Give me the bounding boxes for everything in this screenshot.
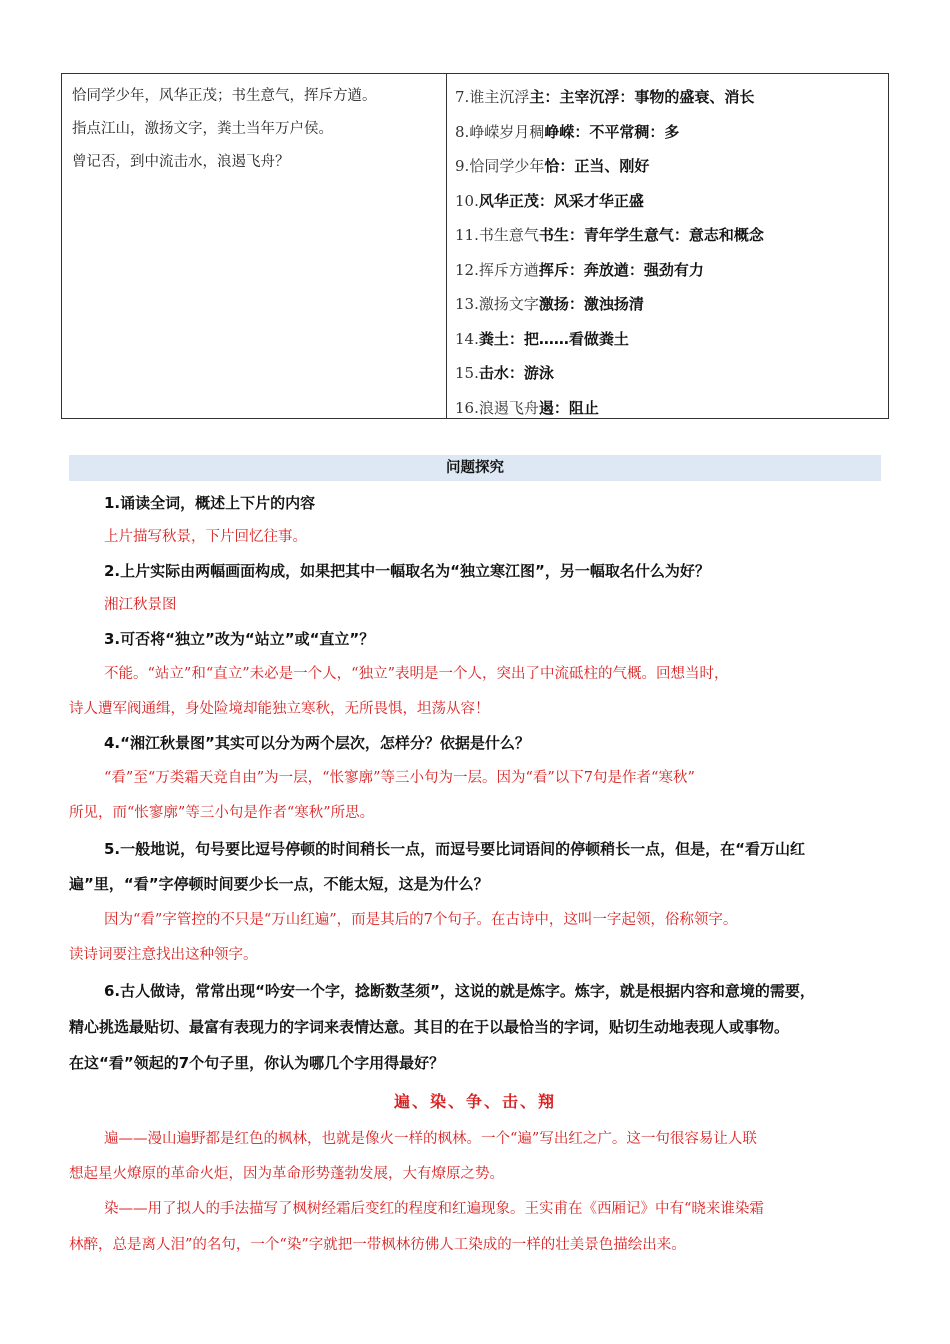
note-item xyxy=(455,149,888,184)
note-item xyxy=(455,115,888,150)
note-gloss: 风华正茂：风采才华正盛 xyxy=(478,191,644,210)
poem-line: 曾记否，到中流击水，浪遏飞舟？ xyxy=(72,154,290,170)
poem-notes-table xyxy=(61,73,889,419)
note-gloss: 遏：阻止 xyxy=(538,398,599,417)
note-item xyxy=(455,184,888,219)
section-heading: 问题探究 xyxy=(69,455,881,481)
answer-5-line: 因为“看”字管控的不只是“万山红遍”，而是其后的7个句子。在古诗中，这叫一字起领，俗称领字。 xyxy=(104,912,738,928)
question-1: 1.诵读全词，概述上下片的内容 xyxy=(104,494,316,512)
question-2: 2.上片实际由两幅画面构成，如果把其中一幅取名为“独立寒江图”，另一幅取名什么为好？ xyxy=(104,562,710,580)
note-item xyxy=(455,391,888,426)
answer-3-line: 不能。“站立”和“直立”未必是一个人，“独立”表明是一个人，突出了中流砥柱的气概。回想当时， xyxy=(104,666,729,682)
note-item xyxy=(455,253,888,288)
note-number: 10. xyxy=(455,191,479,210)
note-term: 浪遏飞舟 xyxy=(478,398,539,417)
note-item xyxy=(455,322,888,357)
note-gloss: 主：主宰沉浮：事物的盛衰、消长 xyxy=(529,88,755,106)
answer-2: 湘江秋景图 xyxy=(104,597,177,613)
note-number: 7. xyxy=(455,88,470,106)
note-number: 12. xyxy=(455,260,479,279)
answer-5-line: 读诗词要注意找出这种领字。 xyxy=(69,947,258,963)
note-gloss: 激扬：激浊扬清 xyxy=(538,295,644,313)
answer-4-line: “看”至“万类霜天竞自由”为一层，“怅寥廓”等三小句为一层。因为“看”以下7句是作者“寒秋” xyxy=(104,770,695,786)
question-3: 3.可否将“独立”改为“站立”或“直立”？ xyxy=(104,630,375,648)
answer-4-line: 所见，而“怅寥廓”等三小句是作者“寒秋”所思。 xyxy=(69,805,375,821)
note-number: 15. xyxy=(455,364,479,382)
answer-6-paragraph-line: 想起星火燎原的革命火炬，因为革命形势蓬勃发展，大有燎原之势。 xyxy=(69,1166,504,1182)
note-item xyxy=(455,80,888,115)
note-number: 16. xyxy=(455,398,479,417)
note-item xyxy=(455,287,888,322)
question-5-line: 5.一般地说，句号要比逗号停顿的时间稍长一点，而逗号要比词语间的停顿稍长一点，但是，在“看万山红 xyxy=(104,840,805,858)
answer-6-paragraph-line: 遍——漫山遍野都是红色的枫林，也就是像火一样的枫林。一个“遍”写出红之广。这一句很容易让人联 xyxy=(104,1131,757,1147)
note-number: 9. xyxy=(455,157,470,175)
answer-1: 上片描写秋景，下片回忆往事。 xyxy=(104,529,307,545)
question-6-line: 6.古人做诗，常常出现“吟安一个字，捻断数茎须”，这说的就是炼字。炼字，就是根据内容和意境的需要， xyxy=(104,982,815,1000)
note-term: 峥嵘岁月稠 xyxy=(469,122,545,141)
notes-column xyxy=(447,74,888,418)
answer-6-paragraph-line: 染——用了拟人的手法描写了枫树经霜后变红的程度和红遍现象。王实甫在《西厢记》中有“晓来谁染霜 xyxy=(104,1201,764,1217)
note-item xyxy=(455,218,888,253)
note-number: 8. xyxy=(455,122,470,141)
answer-6-paragraph-line: 林醉，总是离人泪”的名句，一个“染”字就把一带枫林彷佛人工染成的一样的壮美景色描绘出来。 xyxy=(69,1237,686,1253)
question-4: 4.“湘江秋景图”其实可以分为两个层次，怎样分？依据是什么？ xyxy=(104,734,530,752)
answer-3-line: 诗人遭军阀通缉，身处险境却能独立寒秋，无所畏惧，坦荡从容！ xyxy=(69,701,490,717)
note-term: 挥斥方遒 xyxy=(478,260,539,279)
note-term: 谁主沉浮 xyxy=(469,88,530,106)
question-6-line: 在这“看”领起的7个句子里，你认为哪几个字用得最好？ xyxy=(69,1054,445,1072)
poem-line: 恰同学少年，风华正茂；书生意气，挥斥方遒。 xyxy=(72,88,377,104)
note-term: 书生意气 xyxy=(478,226,539,244)
note-gloss: 击水：游泳 xyxy=(478,364,554,382)
note-gloss: 书生：青年学生意气：意志和概念 xyxy=(538,226,764,244)
note-number: 11. xyxy=(455,226,479,244)
note-gloss: 峥嵘：不平常稠：多 xyxy=(544,122,680,141)
question-5-line: 遍”里，“看”字停顿时间要少长一点，不能太短，这是为什么？ xyxy=(69,875,489,893)
note-term: 恰同学少年 xyxy=(469,157,545,175)
note-number: 14. xyxy=(455,329,479,348)
poem-column xyxy=(62,74,447,418)
note-gloss: 粪土：把……看做粪土 xyxy=(478,329,629,348)
poem-line: 指点江山，激扬文字，粪土当年万户侯。 xyxy=(72,121,333,137)
answer-6-title: 遍、染、争、击、翔 xyxy=(393,1092,556,1111)
note-gloss: 恰：正当、刚好 xyxy=(544,157,650,175)
note-item xyxy=(455,356,888,391)
note-number: 13. xyxy=(455,295,479,313)
question-6-line: 精心挑选最贴切、最富有表现力的字词来表情达意。其目的在于以最恰当的字词，贴切生动地表现人或事物。 xyxy=(69,1018,790,1036)
note-term: 激扬文字 xyxy=(478,295,539,313)
note-gloss: 挥斥：奔放遒：强劲有力 xyxy=(538,260,704,279)
